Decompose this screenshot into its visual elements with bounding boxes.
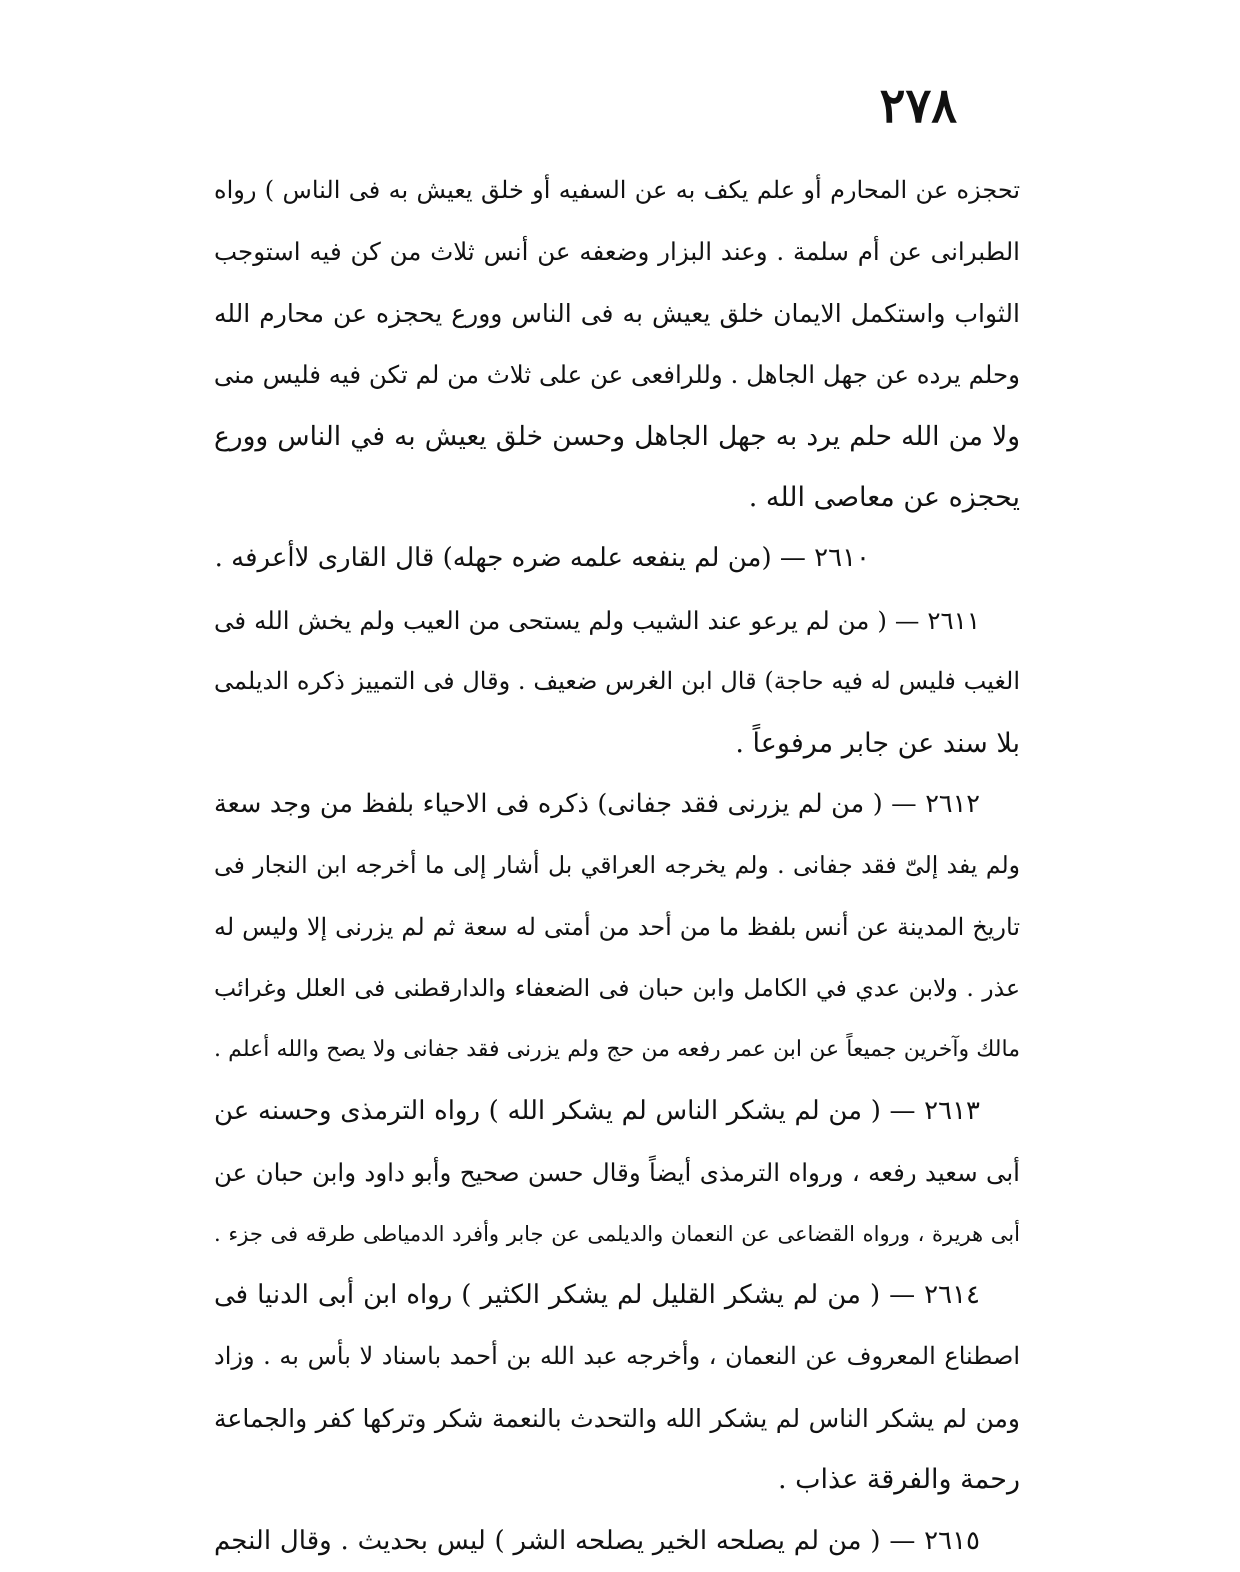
page-number: ٢٧٨ <box>879 78 957 134</box>
text-line: ٢٦١٤ — ( من لم يشكر القليل لم يشكر الكثير ) رواه ابن أبى الدنيا فى <box>214 1280 980 1311</box>
text-line: ومن لم يشكر الناس لم يشكر الله والتحدث بالنعمة شكر وتركها كفر والجماعة <box>214 1403 1020 1433</box>
text-line: اصطناع المعروف عن النعمان ، وأخرجه عبد الله بن أحمد باسناد لا بأس به . وزاد <box>214 1342 1020 1371</box>
text-line: أبى سعيد رفعه ، ورواه الترمذى أيضاً وقال حسن صحيح وأبو داود وابن حبان عن <box>214 1158 1020 1188</box>
text-line: ٢٦١٣ — ( من لم يشكر الناس لم يشكر الله ) رواه الترمذى وحسنه عن <box>214 1095 980 1126</box>
text-line: ولا من الله حلم يرد به جهل الجاهل وحسن خلق يعيش به في الناس وورع <box>214 420 1020 452</box>
text-line: وحلم يرده عن جهل الجاهل . وللرافعى عن على ثلاث من لم تكن فيه فليس منى <box>214 360 1020 390</box>
text-line: بلا سند عن جابر مرفوعاً . <box>735 727 1020 759</box>
text-line: تاريخ المدينة عن أنس بلفظ ما من أحد من أمتى له سعة ثم لم يزرنى إلا وليس له <box>214 912 1020 941</box>
text-line: ٢٦١٥ — ( من لم يصلحه الخير يصلحه الشر ) ليس بحديث . وقال النجم <box>214 1525 980 1556</box>
text-line: تحجزه عن المحارم أو علم يكف به عن السفيه أو خلق يعيش به فى الناس ) رواه <box>214 176 1020 204</box>
text-line: يحجزه عن معاصى الله . <box>748 481 1020 513</box>
text-line: ولم يفد إلىّ فقد جفانى . ولم يخرجه العراقي بل أشار إلى ما أخرجه ابن النجار فى <box>214 851 1020 880</box>
text-line: أبى هريرة ، ورواه القضاعى عن النعمان والديلمى عن جابر وأفرد الدمياطى طرقه فى جزء . <box>214 1221 1020 1246</box>
text-line: الطبرانى عن أم سلمة . وعند البزار وضعفه عن أنس ثلاث من كن فيه استوجب <box>214 237 1020 267</box>
text-line: ٢٦١٢ — ( من لم يزرنى فقد جفانى) ذكره فى الاحياء بلفظ من وجد سعة <box>214 788 980 819</box>
text-line: الثواب واستكمل الايمان خلق يعيش به فى الناس وورع يحجزه عن محارم الله <box>214 298 1020 328</box>
text-line: ٢٦١١ — ( من لم يرعو عند الشيب ولم يستحى من العيب ولم يخش الله فى <box>214 605 980 635</box>
text-line: رحمة والفرقة عذاب . <box>777 1464 1020 1496</box>
text-line: الغيب فليس له فيه حاجة) قال ابن الغرس ضعيف . وقال فى التمييز ذكره الديلمى <box>214 667 1020 696</box>
text-line: عذر . ولابن عدي في الكامل وابن حبان فى الضعفاء والدارقطنى فى العلل وغرائب <box>214 974 1020 1003</box>
text-line: مالك وآخرين جميعاً عن ابن عمر رفعه من حج ولم يزرنى فقد جفانى ولا يصح والله أعلم . <box>214 1037 1020 1063</box>
text-line: ٢٦١٠ — (من لم ينفعه علمه ضره جهله) قال القارى لاأعرفه . <box>214 543 870 574</box>
body-text <box>214 160 1020 1572</box>
